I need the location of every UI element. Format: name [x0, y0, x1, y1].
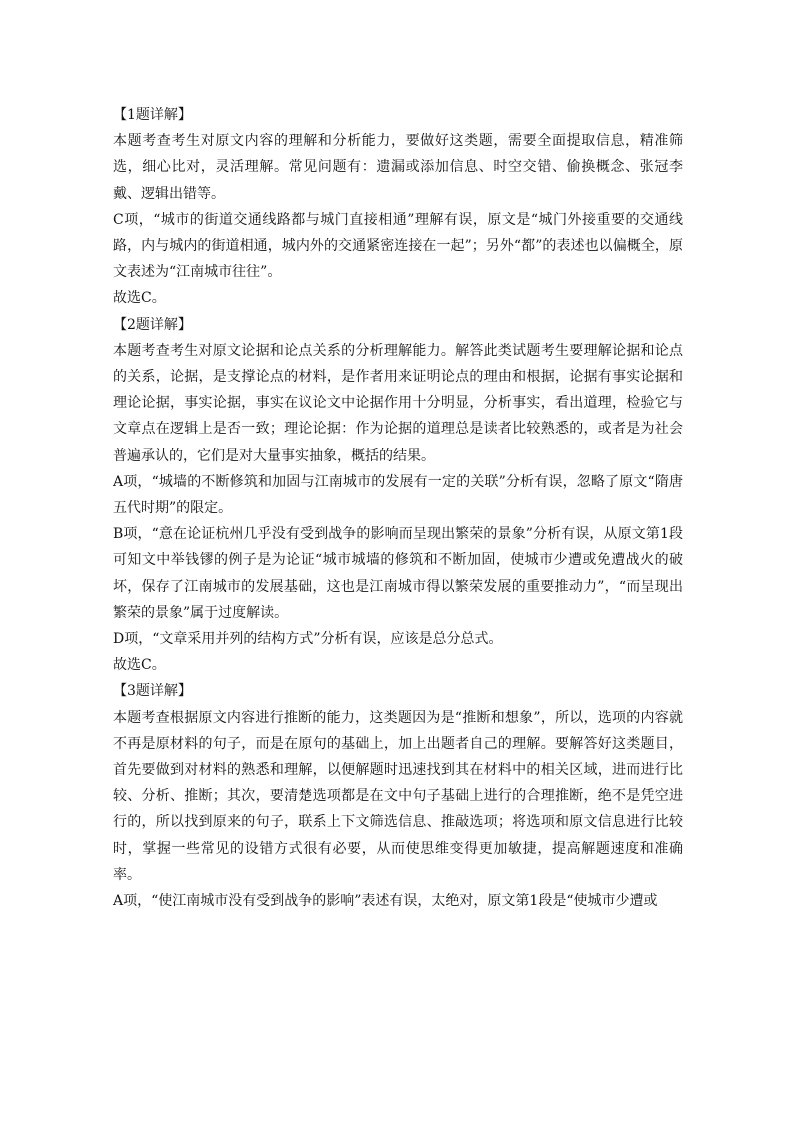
paragraph: 本题考查根据原文内容进行推断的能力，这类题因为是“推断和想象”，所以，选项的内容就不再是原材料的句子，而是在原句的基础上，加上出题者自己的理解。要解答好这类题目，首先要做到对材料的熟悉和理解，以便解题时迅速找到其在材料中的相关区域，进而进行比较、分析、推断；其次，要清楚选项都是在文中句子基础上进行的合理推断，绝不是凭空进行的，所以找到原来的句子，联系上下文筛选信息、推敲选项；将选项和原文信息进行比较时，掌握一些常见的设错方式很有必要，从而使思维变得更加敏捷，提高解题速度和准确率。	[113, 709, 683, 883]
section-2	[113, 312, 683, 679]
paragraph: 本题考查考生对原文内容的理解和分析能力，要做好这类题，需要全面提取信息，精准筛选，细心比对，灵活理解。常见问题有：遗漏或添加信息、时空交错、偷换概念、张冠李戴、逻辑出错等。	[113, 133, 683, 202]
paragraph: 故选C。	[113, 290, 166, 307]
paragraph: B项，“意在论证杭州几乎没有受到战争的影响而呈现出繁荣的景象”分析有误，从原文第1段可知文中举钱镠的例子是为论证“城市城墙的修筑和不断加固，使城市少遭或免遭战火的破坏，保存了江南城市的发展基础，这也是江南城市得以繁荣发展的重要推动力”，“而呈现出繁荣的景象”属于过度解读。	[113, 526, 683, 621]
paragraph: 本题考查考生对原文论据和论点关系的分析理解能力。解答此类试题考生要理解论据和论点的关系，论据，是支撑论点的材料，是作者用来证明论点的理由和根据，论据有事实论据和理论论据，事实论据，事实在议论文中论据作用十分明显，分析事实，看出道理，检验它与文章点在逻辑上是否一致；理论论据：作为论据的道理总是读者比较熟悉的，或者是为社会普遍承认的，它们是对大量事实抽象，概括的结果。	[113, 342, 683, 464]
section-heading: 【3题详解】	[113, 683, 192, 700]
paragraph: A项，“使江南城市没有受到战争的影响”表述有误，太绝对，原文第1段是“使城市少遭或	[113, 893, 658, 910]
section-3	[113, 678, 683, 914]
paragraph: 故选C。	[113, 657, 166, 674]
paragraph: A项，“城墙的不断修筑和加固与江南城市的发展有一定的关联”分析有误，忽略了原文“隋唐五代时期”的限定。	[113, 473, 683, 517]
section-heading: 【1题详解】	[113, 107, 192, 123]
document-page	[113, 102, 683, 914]
paragraph: D项，“文章采用并列的结构方式”分析有误，应该是总分总式。	[113, 631, 503, 648]
section-1	[113, 102, 683, 312]
paragraph: C项，“城市的街道交通线路都与城门直接相通”理解有误，原文是“城门外接重要的交通线路，内与城内的街道相通，城内外的交通紧密连接在一起”；另外“都”的表述也以偏概全，原文表述为“江南城市往往”。	[113, 211, 683, 281]
section-heading: 【2题详解】	[113, 316, 192, 333]
